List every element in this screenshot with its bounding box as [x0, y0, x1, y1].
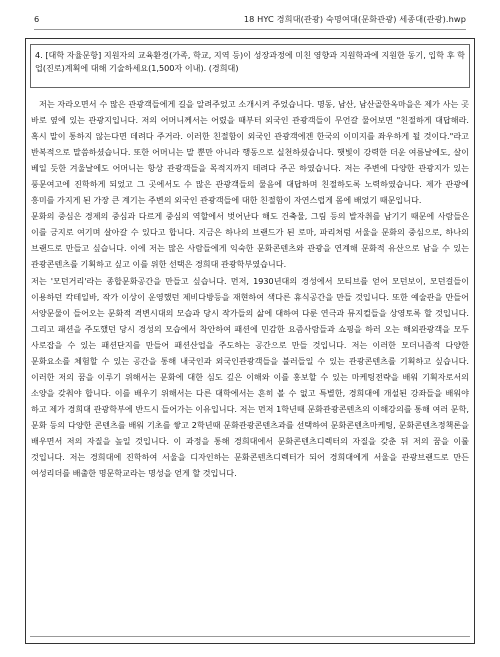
- page-number: 6: [34, 14, 40, 24]
- footer-divider: [30, 636, 470, 637]
- answer-paragraph: 저는 '모던거리'라는 종합문화공간을 만들고 싶습니다. 먼저, 1930년대의 경성에서 모티브를 얻어 모던보이, 모던걸들이 이용하던 칵테일바, 작가 이상이 운영했던 제비다방등을 재현하여 색다른 휴식공간을 만들 것입니다. 또한 예술관을 만들어 서양문물이 들어오는 문화적 격변시대의 모습과 당시 작가들의 삶에 대하여 다룬 연극과 뮤지컬들을 상영토록 할 것입니다. 그리고 패션을 주도했던 당시 경성의 모습에서 착안하여 패션에 민감한 요즘사람들과 쇼핑을 하러 오는 해외관광객을 모두 사로잡을 수 있는 패션단지를 만들어 패션산업을 주도하는 공간으로 만들 것입니다. 저는 이러한 모더니즘적 다양한 문화요소를 체험할 수 있는 공간을 통해 내국인과 외국인관광객들을 불러들일 수 있는 관광콘텐츠를 기획하고 싶습니다. 이러한 저의 꿈을 이루기 위해서는 문화에 대한 심도 깊은 이해와 이를 홍보할 수 있는 마케팅전략을 배워 기획자로서의 소양을 갖춰야 합니다. 이를 배우기 위해서는 다른 대학에서는 흔히 볼 수 없고 특별한, 경희대에 개설된 강좌들을 배워야 하고 제가 경희대 관광학부에 반드시 들어가는 이유입니다. 저는 먼저 1학년때 문화관광콘텐츠의 이해강의를 통해 여러 문학, 문화 등의 다양한 콘텐츠를 배워 기초를 쌓고 2학년때 문화관광콘텐츠과를 선택하여 문화콘텐츠마케팅, 문화콘텐츠정책론을 배우면서 저의 자질을 높일 것입니다. 이 과정을 통해 경희대에서 문화콘텐츠디렉터의 자질을 갖춘 뒤 저의 꿈을 이룰 것입니다. 저는 경희대에 진학하여 서울을 디자인하는 문화콘텐츠디렉터가 되어 경희대에게 서울을 관광브랜드로 만든 여성리더를 배출한 명문학교라는 명성을 얻게 할 것입니다.: [31, 275, 469, 479]
- question-box: [30, 44, 470, 88]
- answer-paragraph: 저는 자라오면서 수 많은 관광객들에게 길을 알려주었고 소개시켜 주었습니다. 명동, 남산, 남산골한옥마을은 제가 사는 곳 바로 옆에 있는 관광지입니다. 저의 어머니께서는 어렸을 때부터 외국인 관광객들이 무언갈 물어보면 "친절하게 대답해라. 혹시 말이 통하지 않는다면 데려다 주거라. 이러한 친절함이 외국인 관광객에겐 한국의 이미지를 좌우하게 될 것이다."라고 반복적으로 말씀하셨습니다. 또한 어머니는 말 뿐만 아니라 행동으로 실천하셨습니다. 햇빛이 강력한 더운 여름날에도, 살이 베일 듯한 겨울날에도 어머니는 항상 관광객들을 목적지까지 데려다 주곤 하였습니다. 저는 주변에 다양한 관광지가 있는 풍문여고에 진학하게 되었고 그 곳에서도 수 많은 관광객들의 물음에 대답하며 친절하도록 노력하였습니다. 제가 관광에 흥미를 가지게 된 가장 큰 계기는 주변의 외국인 관광객들에 대한 친절함이 자연스럽게 몸에 배었기 때문입니다.: [31, 99, 469, 206]
- header-divider: [34, 29, 466, 30]
- answer-paragraph: 문화의 중심은 경제의 중심과 다르게 중심의 역할에서 벗어난다 해도 건축물, 그림 등의 발자취를 남기기 때문에 사람들은 이를 긍지로 여기며 살아갈 수 있다고 합니다. 지금은 하나의 브랜드가 된 로마, 파리처럼 서울을 문화의 중심으로, 하나의 브랜드로 만들고 싶습니다. 이에 저는 많은 사람들에게 익숙한 문화콘텐츠와 관광을 연계해 문화적 유산으로 남을 수 있는 관광콘텐츠를 기획하고 싶고 이를 위한 선택은 경희대 관광학부였습니다.: [31, 211, 469, 270]
- document-title: 18 HYC 경희대(관광) 숙명여대(문화관광) 세종대(관광).hwp: [243, 14, 466, 24]
- answer-body: [31, 96, 469, 481]
- page-header: [34, 14, 466, 28]
- question-text: 4. [대학 자율문항] 지원자의 교육환경(가족, 학교, 지역 등)이 성장과정에 미친 영향과 지원학과에 지원한 동기, 입학 후 학업(진로)계획에 대해 기술하세요(1,500자 이내). (경희대): [35, 50, 465, 74]
